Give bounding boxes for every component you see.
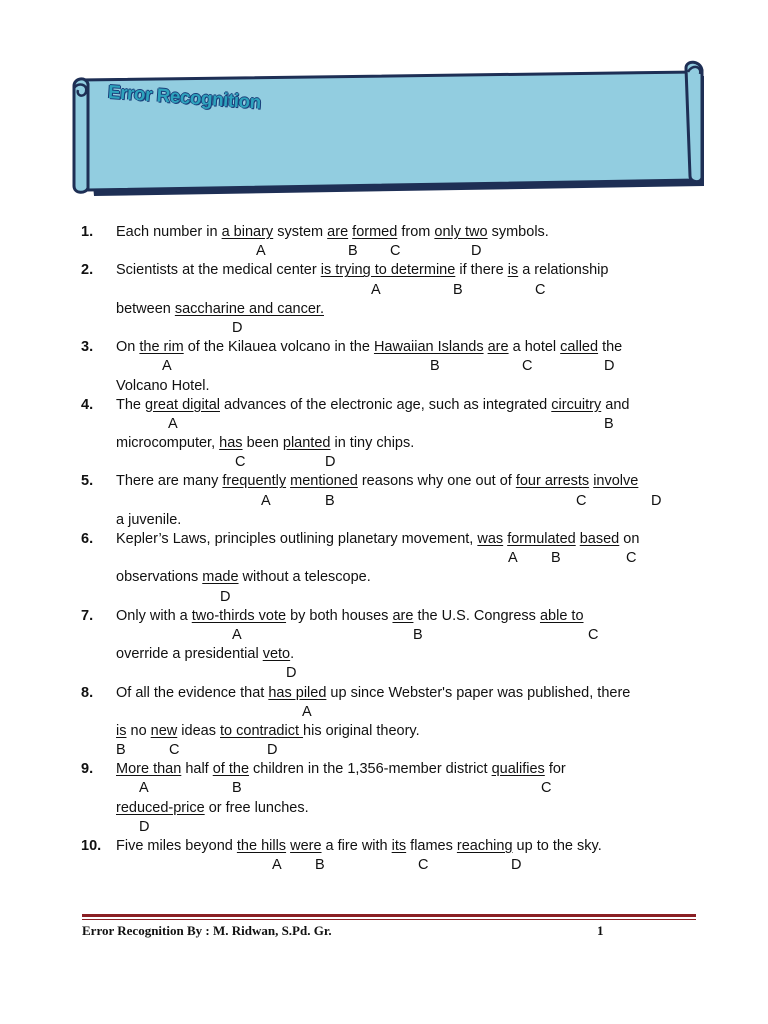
question-text: observations made without a telescope. <box>116 569 371 586</box>
question-text: Only with a two-thirds vote by both houses are the U.S. Congress able to <box>116 607 584 624</box>
option-letters <box>0 281 768 300</box>
question-text: Each number in a binary system are formed from only two symbols. <box>116 224 549 240</box>
footer-credit: Error Recognition By : M. Ridwan, S.Pd. Gr. <box>82 923 332 938</box>
option-letter: D <box>471 243 482 260</box>
question-text: is no new ideas to contradict his original theory. <box>116 722 420 739</box>
option-letter: C <box>390 243 401 260</box>
question-number: 9. <box>81 761 94 778</box>
option-letter: D <box>267 742 278 759</box>
question-text: between saccharine and cancer. <box>116 300 324 317</box>
option-letters <box>0 242 768 261</box>
page-number: 1 <box>597 923 604 938</box>
option-letter: C <box>169 742 180 759</box>
footer-divider-thick <box>82 914 696 917</box>
option-letters <box>0 703 768 722</box>
question-text: microcomputer, has been planted in tiny chips. <box>116 435 415 452</box>
option-letter: D <box>220 588 231 605</box>
footer-divider-thin <box>82 919 696 920</box>
option-letter: C <box>522 358 533 375</box>
question-text: Scientists at the medical center is trying to determine if there is a relationship <box>116 262 609 279</box>
question-text: Kepler’s Laws, principles outlining planetary movement, was formulated based on <box>116 531 640 547</box>
option-letter: C <box>576 492 587 509</box>
option-letter: B <box>453 281 463 298</box>
option-letter: C <box>626 550 637 567</box>
question-6 <box>0 530 768 607</box>
question-number: 1. <box>81 224 94 240</box>
option-letters <box>0 357 768 376</box>
option-letters <box>0 626 768 645</box>
option-letter: B <box>325 492 335 509</box>
option-letters <box>0 319 768 338</box>
option-letter: C <box>541 780 552 797</box>
banner-title: Error Recognition <box>107 82 262 114</box>
option-letter: B <box>348 243 358 260</box>
question-number: 6. <box>81 531 94 547</box>
option-letters <box>0 549 768 568</box>
option-letter: B <box>232 780 242 797</box>
option-letter: A <box>139 780 149 797</box>
option-letter: A <box>168 415 178 432</box>
option-letters <box>0 664 768 683</box>
option-letters <box>0 818 768 837</box>
question-5 <box>0 472 768 530</box>
option-letter: C <box>588 626 599 643</box>
question-text: reduced-price or free lunches. <box>116 799 309 816</box>
option-letter: D <box>232 319 243 336</box>
option-letter: C <box>235 454 246 471</box>
option-letter: B <box>413 626 423 643</box>
question-text: Of all the evidence that has piled up since Webster's paper was published, there <box>116 684 631 701</box>
option-letter: D <box>651 492 662 509</box>
question-number: 2. <box>81 262 94 279</box>
question-8 <box>0 684 768 761</box>
question-4 <box>0 396 768 473</box>
option-letter: B <box>551 550 561 567</box>
question-number: 7. <box>81 607 94 624</box>
option-letter: A <box>302 703 312 720</box>
question-text: On the rim of the Kilauea volcano in the Hawaiian Islands are a hotel called the <box>116 339 623 356</box>
option-letter: A <box>272 857 282 874</box>
question-text: Five miles beyond the hills were a fire with its flames reaching up to the sky. <box>116 838 602 854</box>
option-letter: A <box>232 626 242 643</box>
question-10 <box>0 837 768 875</box>
option-letter: A <box>256 243 266 260</box>
option-letters <box>0 741 768 760</box>
option-letter: A <box>508 550 518 567</box>
option-letter: B <box>430 358 440 375</box>
option-letter: B <box>604 415 614 432</box>
question-3 <box>0 338 768 396</box>
question-number: 10. <box>81 838 102 854</box>
question-text: override a presidential veto. <box>116 646 295 663</box>
option-letter: A <box>261 492 271 509</box>
question-9 <box>0 760 768 837</box>
option-letter: C <box>418 857 429 874</box>
option-letters <box>0 492 768 511</box>
question-text: Volcano Hotel. <box>116 377 210 394</box>
option-letter: D <box>604 358 615 375</box>
question-number: 4. <box>81 396 94 413</box>
option-letters <box>0 453 768 472</box>
option-letters <box>0 856 768 875</box>
question-1 <box>0 223 768 261</box>
option-letter: D <box>286 665 297 682</box>
option-letter: A <box>162 358 172 375</box>
question-2 <box>0 261 768 338</box>
question-number: 3. <box>81 339 94 356</box>
option-letter: A <box>371 281 381 298</box>
option-letters <box>0 779 768 798</box>
question-text: More than half of the children in the 1,356-member district qualifies for <box>116 761 566 778</box>
question-list <box>0 223 768 875</box>
option-letter: D <box>511 857 522 874</box>
scroll-banner <box>60 58 710 196</box>
question-number: 5. <box>81 473 94 490</box>
option-letters <box>0 415 768 434</box>
option-letter: D <box>325 454 336 471</box>
option-letter: C <box>535 281 546 298</box>
option-letter: D <box>139 818 150 835</box>
question-text: a juvenile. <box>116 511 182 528</box>
question-number: 8. <box>81 684 94 701</box>
option-letter: B <box>116 742 126 759</box>
option-letter: B <box>315 857 325 874</box>
question-text: There are many frequently mentioned reasons why one out of four arrests involve <box>116 473 639 490</box>
option-letters <box>0 588 768 607</box>
question-7 <box>0 607 768 684</box>
question-text: The great digital advances of the electronic age, such as integrated circuitry and <box>116 396 630 413</box>
